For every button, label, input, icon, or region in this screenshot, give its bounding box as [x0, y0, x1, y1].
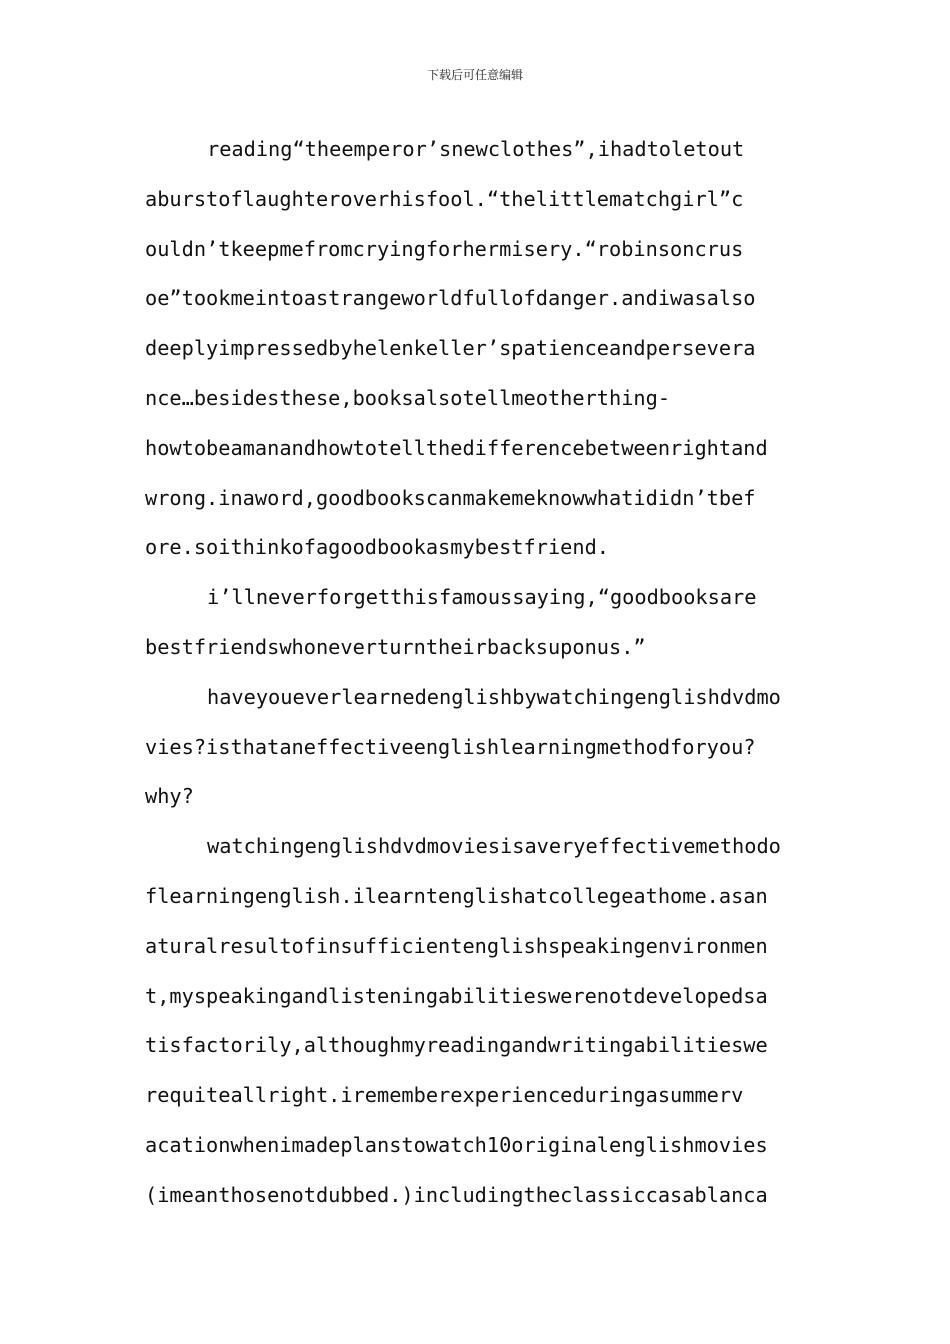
text-line: requiteallright.irememberexperienceduringasummerv — [145, 1083, 744, 1108]
text-line: watchingenglishdvdmoviesisaveryeffectivemethodo — [207, 834, 781, 859]
body-text — [145, 125, 817, 1221]
text-line: ouldn’tkeepmefromcryingforhermisery.“robinsoncrus — [145, 236, 744, 261]
text-line: reading“theemperor’snewclothes”,ihadtoletout — [207, 137, 745, 161]
text-line: wrong.inaword,goodbookscanmakemeknowwhatididn’tbef — [145, 485, 756, 510]
text-line: t,myspeakingandlisteningabilitieswerenotdevelopedsa — [145, 983, 768, 1008]
text-line: bestfriendswhoneverturntheirbacksuponus.” — [145, 634, 646, 659]
text-line: (imeanthosenotdubbed.)includingtheclassiccasablanca — [145, 1182, 768, 1207]
text-line: ore.soithinkofagoodbookasmybestfriend. — [145, 535, 609, 560]
text-line: vies?isthataneffectiveenglishlearningmethodforyou? — [145, 734, 756, 759]
text-line: acationwhenimadeplanstowatch10originalenglishmovies — [145, 1132, 768, 1157]
text-line: deeplyimpressedbyhelenkeller’spatienceandpersevera — [145, 336, 756, 361]
text-line: tisfactorily,althoughmyreadingandwritingabilitieswe — [145, 1033, 768, 1058]
text-line: flearningenglish.ilearntenglishatcollegeathome.asan — [145, 883, 768, 908]
text-line: why? — [145, 784, 194, 809]
text-line: aturalresultofinsufficientenglishspeakingenvironmen — [145, 933, 768, 958]
page-header: 下载后可任意编辑 — [426, 68, 523, 82]
text-line: oe”tookmeintoastrangeworldfullofdanger.andiwasalso — [145, 286, 756, 311]
text-line: i’llneverforgetthisfamoussaying,“goodbooksare — [207, 585, 757, 610]
text-line: howtobeamanandhowtotellthedifferencebetweenrightand — [145, 435, 768, 460]
text-line: haveyoueverlearnedenglishbywatchingenglishdvdmo — [207, 684, 781, 709]
text-line: nce…besidesthese,booksalsotellmeotherthing- — [145, 385, 671, 410]
text-line: aburstoflaughteroverhisfool.“thelittlematchgirl”c — [145, 186, 744, 211]
